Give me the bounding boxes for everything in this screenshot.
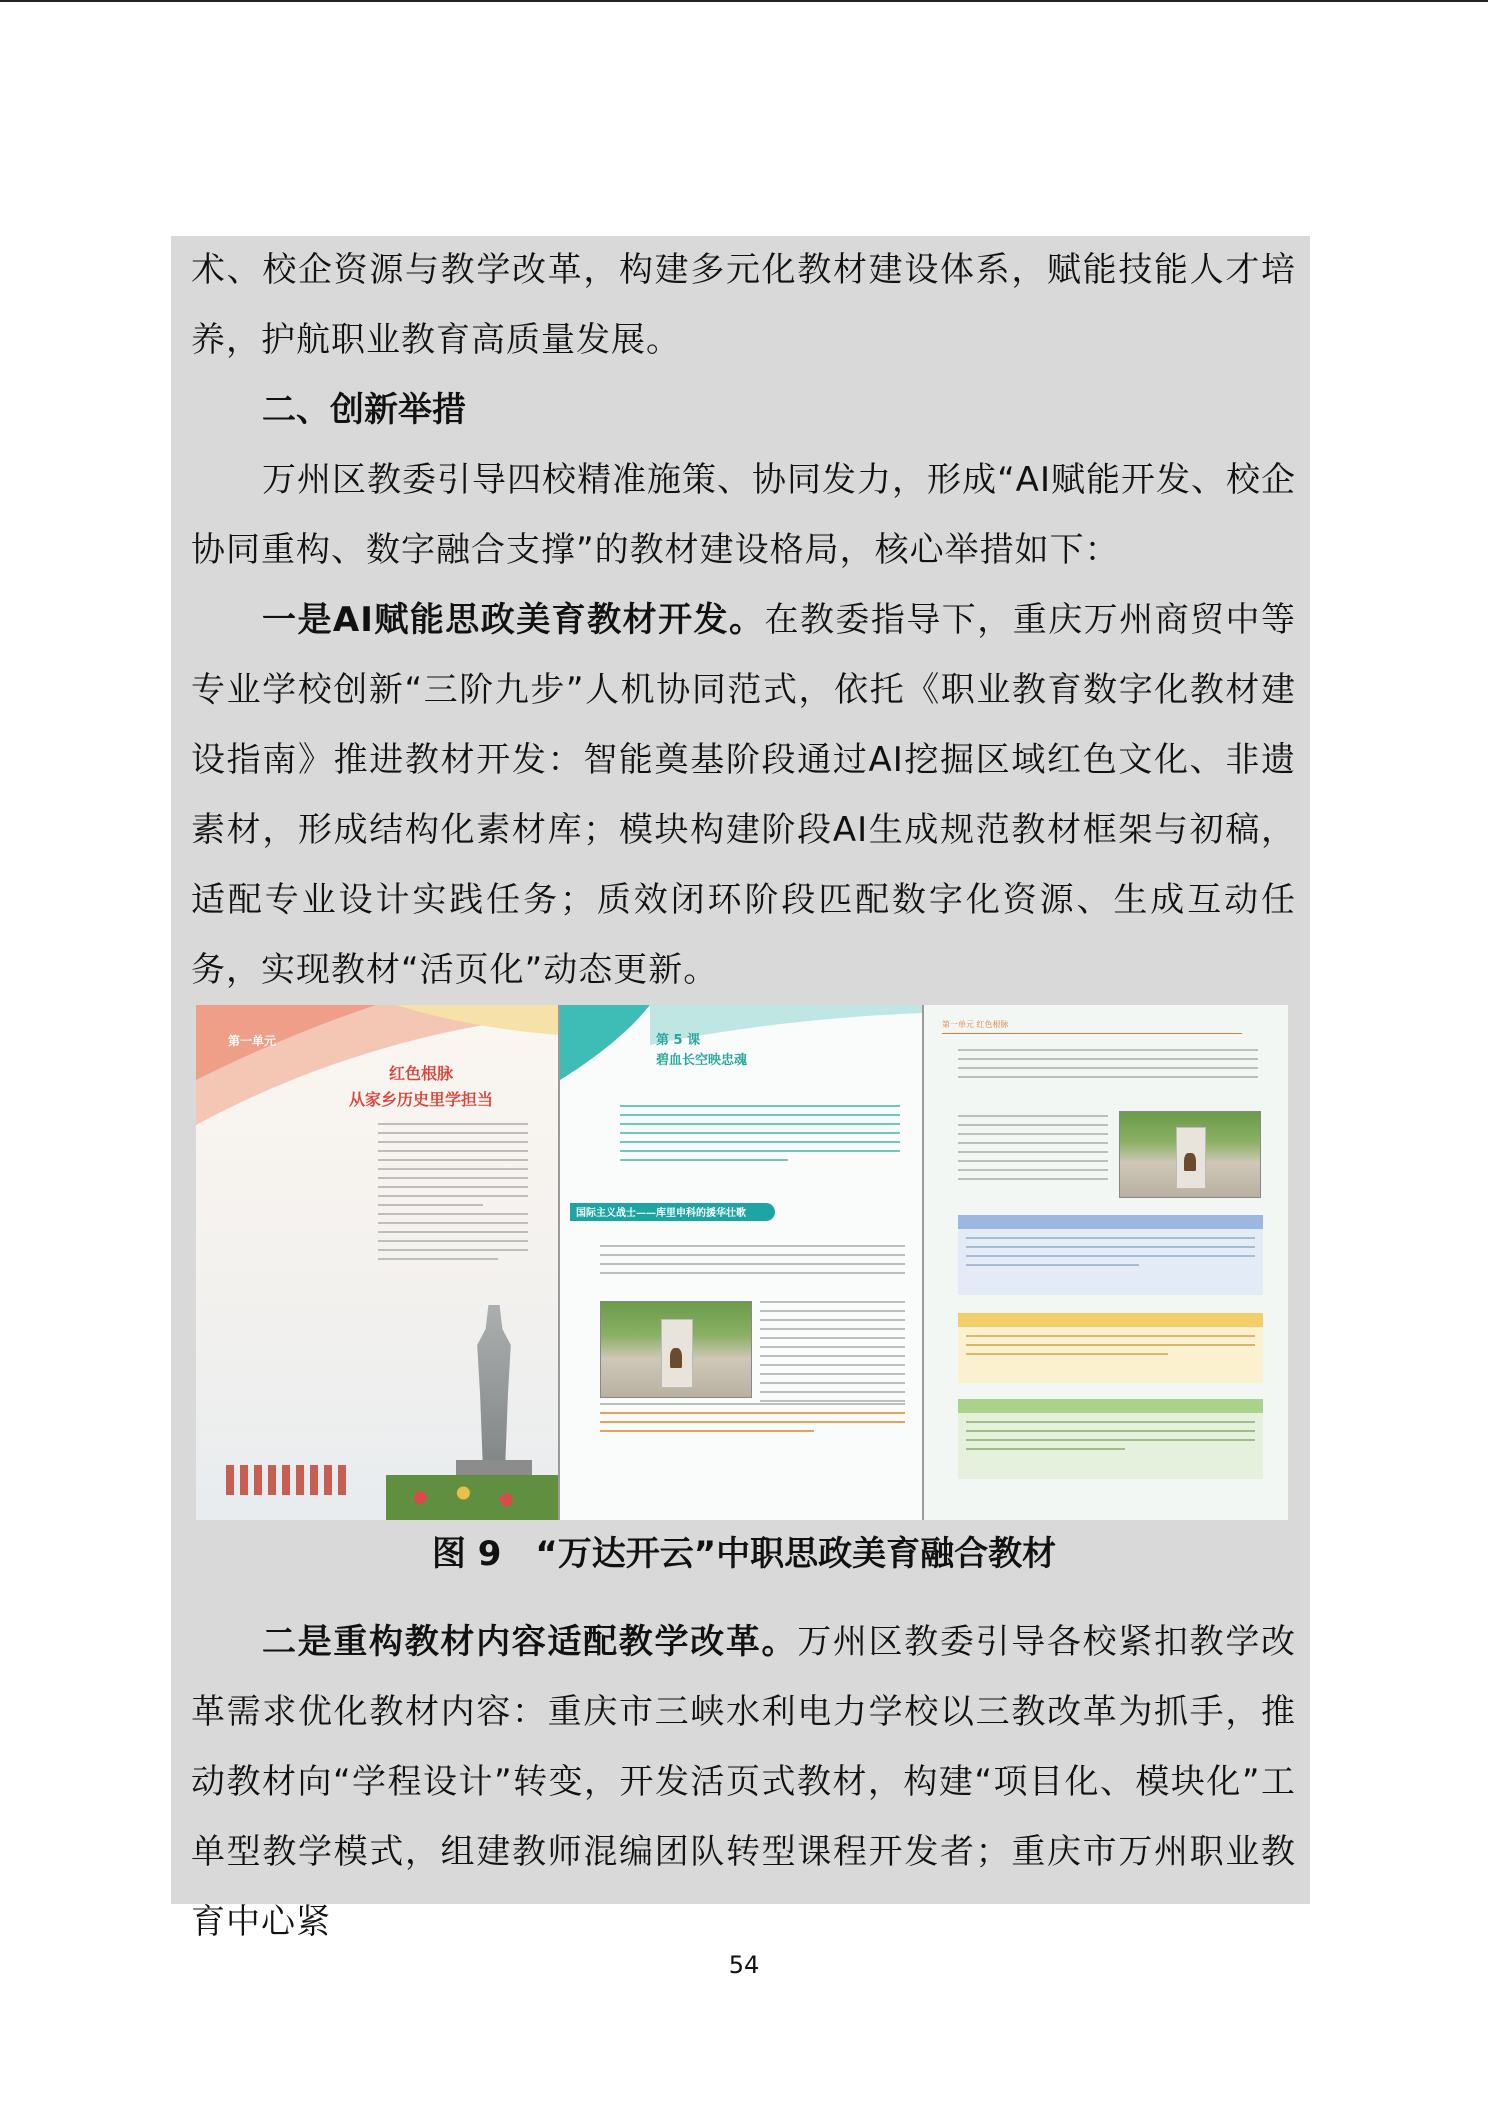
- paragraph-4: [191, 1607, 1296, 1957]
- statue-photo: [466, 1305, 522, 1465]
- students-group-photo: [226, 1465, 346, 1495]
- paragraph-2: 万州区教委引导四校精准施策、协同发力，形成“AI赋能开发、校企协同重构、数字融合支撑”的教材建设格局，核心举措如下：: [191, 460, 1296, 570]
- lesson-footnote-lines: [600, 1403, 905, 1439]
- unit-title-line-1: 红色根脉: [388, 1064, 453, 1083]
- memorial-photo-2: [1119, 1111, 1261, 1198]
- figure-panel-activity-page: [924, 1005, 1288, 1520]
- paragraph-4-lead: 二是重构教材内容适配教学改革。: [262, 1622, 798, 1662]
- paragraph-3: [191, 585, 1296, 1005]
- page-gutter-2: [922, 1005, 924, 1520]
- figure-textbook-spread: [196, 1005, 1288, 1520]
- lesson-body-text-lines: [600, 1245, 905, 1281]
- page-gutter-1: [558, 1005, 560, 1520]
- lesson-intro-text-lines: [620, 1105, 900, 1168]
- lesson-heading: [656, 1031, 747, 1071]
- paragraph-3-body: 在教委指导下，重庆万州商贸中等专业学校创新“三阶九步”人机协同范式，依托《职业教育数字化教材建设指南》推进教材开发：智能奠基阶段通过AI挖掘区域红色文化、非遗素材，形成结构化素材库；模块构建阶段AI生成规范教材框架与初稿，适配专业设计实践任务；质效闭环阶段匹配数字化资源、生成互动任务，实现教材“活页化”动态更新。: [191, 600, 1296, 990]
- activity-text-lines: [958, 1049, 1258, 1085]
- lesson-side-text-lines: [760, 1301, 905, 1409]
- top-rule: [0, 0, 1488, 2]
- unit-tag: 第一单元: [228, 1034, 277, 1048]
- section-heading: 二、创新举措: [262, 390, 466, 430]
- paragraph-1: 术、校企资源与教学改革，构建多元化教材建设体系，赋能技能人才培养，护航职业教育高质量发展。: [191, 250, 1296, 360]
- activity-box-yellow: [958, 1313, 1263, 1383]
- lesson-number: 第 5 课: [656, 1033, 701, 1048]
- activity-box-blue: [958, 1215, 1263, 1295]
- memorial-photo: [600, 1301, 752, 1398]
- lesson-title: 碧血长空映忠魂: [656, 1053, 748, 1068]
- figure-caption: 图 9 “万达开云”中职思政美育融合教材: [431, 1534, 1057, 1574]
- header-rule: [942, 1033, 1242, 1034]
- activity-page-header: 第一单元 红色根脉: [942, 1020, 1009, 1029]
- page-number: 54: [728, 1951, 760, 1979]
- figure-panel-lesson-page: [560, 1005, 922, 1520]
- unit-title-line-2: 从家乡历史里学担当: [348, 1090, 493, 1109]
- activity-box-green: [958, 1399, 1263, 1479]
- activity-side-text-lines: [958, 1115, 1108, 1187]
- flower-bed: [386, 1475, 558, 1520]
- paragraph-4-body: 万州区教委引导各校紧扣教学改革需求优化教材内容：重庆市三峡水利电力学校以三教改革为抓手，推动教材向“学程设计”转变，开发活页式教材，构建“项目化、模块化”工单型教学模式，组建教师混编团队转型课程开发者；重庆市万州职业教育中心紧: [191, 1622, 1297, 1942]
- paragraph-3-lead: 一是AI赋能思政美育教材开发。: [262, 600, 765, 640]
- unit-title: [346, 1061, 496, 1113]
- cover-body-text-lines: [378, 1123, 528, 1267]
- lesson-section-banner-text: 国际主义战士——库里申科的援华壮歌: [576, 1208, 746, 1219]
- figure-panel-unit-cover: [196, 1005, 558, 1520]
